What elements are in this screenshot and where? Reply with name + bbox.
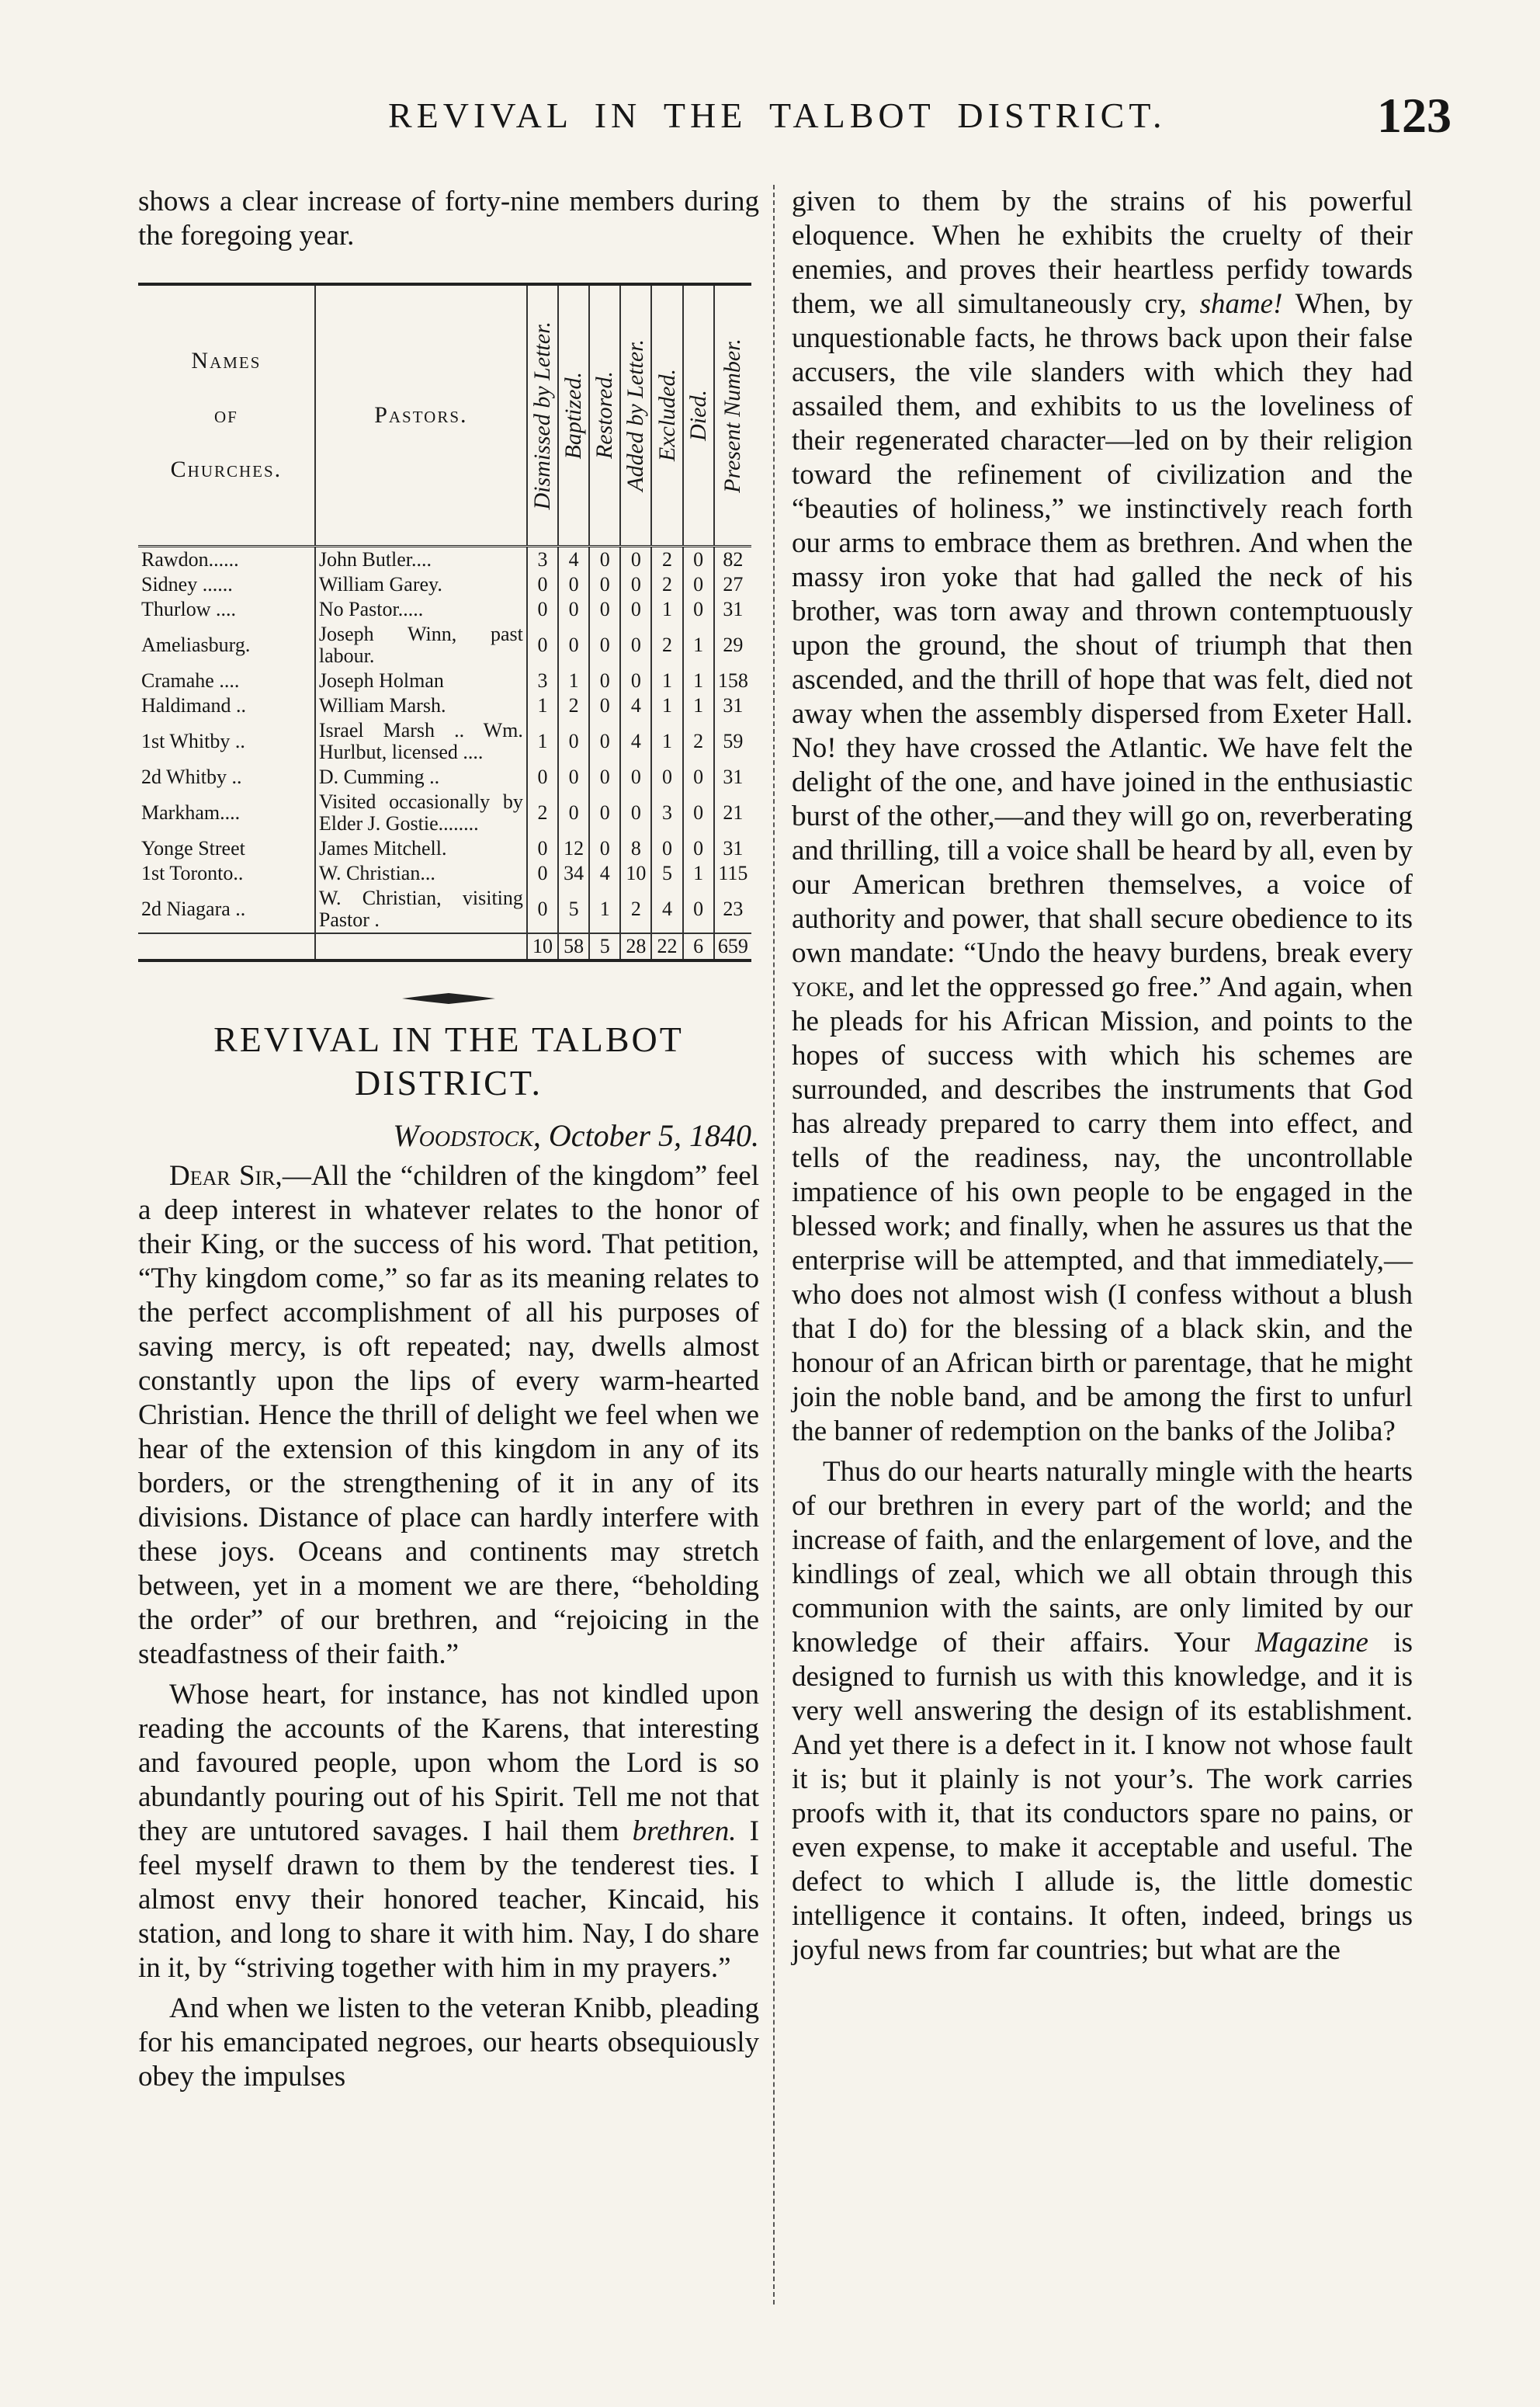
stat-cell: 0 <box>620 790 651 836</box>
church-name-cell: 1st Toronto.. <box>141 862 244 884</box>
right-paragraph-2-part-c: is designed to furnish us with this knowledge, and it is very well answering the design of its establishment. And yet there is a defect in it. I know not whose fault it is; but it plainly is not your’s. The work carries proofs with it, that its conductors spare no pains, or even expense, to make it acceptable and useful. The defect to which I allude is, the little domestic intelligence it contains. It often, indeed, brings us joyful news from far countries; but what are the <box>792 1627 1413 1966</box>
continued-paragraph <box>792 185 1413 1449</box>
stat-cell: 0 <box>651 836 682 861</box>
stat-cell: 0 <box>527 597 558 622</box>
header-churches-line-2: of <box>214 402 238 428</box>
header-dismissed-label: Dismissed by Letter. <box>529 321 555 510</box>
running-title: REVIVAL IN THE TALBOT DISTRICT. <box>388 96 1167 135</box>
right-paragraph-2-part-a: Thus do our hearts naturally mingle with the hearts of our brethren in every part of the world; and the increase of faith, and the enlargement of love, and the kindlings of zeal, which we all obtain through this communion with the saints, are only limited by our knowledge of their affairs. Your <box>792 1456 1413 1659</box>
pastor-name-cell: D. Cumming .. <box>315 765 527 790</box>
table-row <box>138 693 751 718</box>
stat-cell: 0 <box>589 622 620 669</box>
stat-cell: 2 <box>620 886 651 933</box>
salutation: Dear Sir, <box>169 1160 283 1192</box>
right-paragraph-2 <box>792 1455 1413 1968</box>
stat-cell: 1 <box>651 718 682 765</box>
stat-cell: 23 <box>714 886 751 933</box>
stat-cell: 2 <box>527 790 558 836</box>
header-present-label: Present Number. <box>720 338 746 493</box>
stat-cell: 0 <box>589 669 620 693</box>
table-row <box>138 765 751 790</box>
stat-cell: 1 <box>651 693 682 718</box>
continued-paragraph-part-c: When, by unquestionable facts, he throws back upon their false accusers, the vile slanders with which they had assailed them, and exhibits to us the loveliness of their regenerated character—led on by their religion toward the refinement of civilization and the “beauties of holiness,” we instinctively reach forth our arms to embrace them as brethren. And when the massy iron yoke that had galled the neck of his brother, was torn away and thrown contemptuously upon the ground, the shout of triumph that then ascended, and the thrill of hope that was felt, died not away when the assembly dispersed from Exeter Hall. No! they have crossed the Atlantic. We have felt the delight of the one, and have joined in the enthusiastic burst of the other,—and they will go on, reverberating and thrilling, till a voice shall be heard by all, even by our American brethren themselves, a voice of authority and power, that shall secure obedience to its own mandate: “Undo the heavy burdens, break every <box>792 288 1413 969</box>
dateline-date: October 5, 1840. <box>548 1118 759 1153</box>
total-cell: 58 <box>558 933 589 960</box>
pastor-name-cell: John Butler.... <box>315 547 527 573</box>
stat-cell: 0 <box>558 622 589 669</box>
stat-cell: 2 <box>683 718 714 765</box>
stat-cell: 0 <box>620 572 651 597</box>
table-row <box>138 886 751 933</box>
stat-cell: 0 <box>620 622 651 669</box>
stat-cell: 59 <box>714 718 751 765</box>
stat-cell: 0 <box>683 790 714 836</box>
stat-cell: 3 <box>527 547 558 573</box>
pastor-name-cell: James Mitchell. <box>315 836 527 861</box>
stat-cell: 1 <box>683 669 714 693</box>
letter-paragraph-2-emphasis: brethren. <box>632 1815 737 1847</box>
stat-cell: 0 <box>558 572 589 597</box>
stat-cell: 1 <box>527 718 558 765</box>
stat-cell: 1 <box>651 669 682 693</box>
church-name-cell: 2d Niagara .. <box>141 898 246 920</box>
stat-cell: 3 <box>651 790 682 836</box>
header-churches-line-1: Names <box>191 348 262 373</box>
stat-cell: 4 <box>558 547 589 573</box>
stat-cell: 5 <box>558 886 589 933</box>
left-column <box>138 185 759 2094</box>
stat-cell: 1 <box>589 886 620 933</box>
total-cell: 28 <box>620 933 651 960</box>
stat-cell: 0 <box>589 547 620 573</box>
letter-paragraph-3: And when we listen to the veteran Knibb, pleading for his emancipated negroes, our hearts obsequiously obey the impulses <box>138 1992 759 2093</box>
stat-cell: 1 <box>558 669 589 693</box>
intro-paragraph: shows a clear increase of forty-nine members during the foregoing year. <box>138 186 759 252</box>
stat-cell: 0 <box>683 597 714 622</box>
letter-paragraph-2-part-a: Whose heart, for instance, has not kindled upon reading the accounts of the Karens, that interesting and favoured people, upon whom the Lord is so abundantly pouring out of his Spirit. Tell me not that they are untutored savages. I hail them <box>138 1679 759 1847</box>
stat-cell: 21 <box>714 790 751 836</box>
table-row <box>138 572 751 597</box>
letter-paragraph-2 <box>138 1678 759 1985</box>
church-name-cell: Yonge Street <box>141 837 245 860</box>
stat-cell: 0 <box>620 669 651 693</box>
stat-cell: 29 <box>714 622 751 669</box>
church-statistics-table <box>138 283 751 962</box>
stat-cell: 1 <box>651 597 682 622</box>
header-baptized <box>558 284 589 547</box>
stat-cell: 34 <box>558 861 589 886</box>
stat-cell: 12 <box>558 836 589 861</box>
column-divider <box>773 185 775 2305</box>
continued-paragraph-emphasis-shame: shame! <box>1199 288 1283 320</box>
table-row <box>138 790 751 836</box>
stat-cell: 31 <box>714 597 751 622</box>
header-died <box>683 284 714 547</box>
header-excluded-label: Excluded. <box>654 369 680 462</box>
dateline <box>138 1119 759 1153</box>
stat-cell: 31 <box>714 693 751 718</box>
header-excluded <box>651 284 682 547</box>
header-died-label: Died. <box>685 390 711 441</box>
header-added-label: Added by Letter. <box>623 339 649 491</box>
table-body <box>138 547 751 961</box>
header-restored-label: Restored. <box>591 371 618 460</box>
right-paragraph-2-magazine: Magazine <box>1254 1627 1368 1659</box>
church-name-cell: 2d Whitby .. <box>141 766 242 788</box>
stat-cell: 0 <box>558 718 589 765</box>
total-cell: 6 <box>683 933 714 960</box>
stat-cell: 4 <box>651 886 682 933</box>
church-name-cell: Haldimand .. <box>141 694 247 717</box>
pastor-name-cell: Israel Marsh .. Wm. Hurlbut, licensed .... <box>315 718 527 765</box>
stat-cell: 115 <box>714 861 751 886</box>
stat-cell: 0 <box>620 765 651 790</box>
table-header-row <box>138 284 751 547</box>
table-row <box>138 861 751 886</box>
pastor-name-cell: Joseph Winn, past labour. <box>315 622 527 669</box>
stat-cell: 0 <box>589 597 620 622</box>
header-baptized-label: Baptized. <box>560 371 587 460</box>
stat-cell: 0 <box>589 693 620 718</box>
running-head <box>132 87 1452 149</box>
stat-cell: 8 <box>620 836 651 861</box>
total-cell: 22 <box>651 933 682 960</box>
stat-cell: 0 <box>589 572 620 597</box>
stat-cell: 0 <box>683 886 714 933</box>
header-pastors: Pastors. <box>315 284 527 547</box>
stat-cell: 5 <box>651 861 682 886</box>
stat-cell: 0 <box>527 622 558 669</box>
dateline-place: Woodstock, <box>393 1118 541 1153</box>
stat-cell: 0 <box>589 765 620 790</box>
stat-cell: 0 <box>558 597 589 622</box>
page-number: 123 <box>1377 88 1452 143</box>
letter-paragraph-1 <box>138 1159 759 1672</box>
table-totals-row <box>138 933 751 960</box>
stat-cell: 2 <box>651 547 682 573</box>
church-name-cell: Ameliasburg. <box>141 634 251 656</box>
stat-cell: 27 <box>714 572 751 597</box>
pastor-name-cell: W. Christian... <box>315 861 527 886</box>
header-churches <box>138 284 315 547</box>
stat-cell: 0 <box>620 547 651 573</box>
continued-paragraph-part-a: given to them by the strains of his powerful eloquence. When he exhibits the cruelty of their enemies, and proves their heartless perfidy towards them, we all simultaneously cry, <box>792 186 1413 320</box>
church-name-cell: Markham.... <box>141 801 241 824</box>
church-name-cell: Cramahe .... <box>141 669 240 692</box>
church-name-cell: Sidney ...... <box>141 573 233 596</box>
stat-cell: 2 <box>651 622 682 669</box>
continued-paragraph-part-e: , and let the oppressed go free.” And again, when he pleads for his African Mission, and points to the hopes of success with which his schemes are surrounded, and describes the instruments that God has already prepared to carry them into effect, and tells of the readiness, nay, the uncontrollable impatience of his own people to be engaged in the blessed work; and finally, when he assures us that the enterprise will be attempted, and that immediately,—who does not almost wish (I confess without a blush that I do) for the blessing of a black skin, and the honour of an African birth or parentage, that he might join the noble band, and be among the first to unfurl the banner of redemption on the banks of the Joliba? <box>792 971 1413 1447</box>
continued-paragraph-yoke: yoke <box>792 971 848 1003</box>
stat-cell: 0 <box>683 765 714 790</box>
stat-cell: 4 <box>589 861 620 886</box>
stat-cell: 0 <box>683 572 714 597</box>
pastor-name-cell: William Garey. <box>315 572 527 597</box>
stat-cell: 0 <box>527 765 558 790</box>
stat-cell: 1 <box>683 693 714 718</box>
stat-cell: 82 <box>714 547 751 573</box>
right-column <box>792 185 1413 1968</box>
stat-cell: 1 <box>527 693 558 718</box>
total-cell: 5 <box>589 933 620 960</box>
total-cell: 659 <box>714 933 751 960</box>
table-row <box>138 669 751 693</box>
stat-cell: 4 <box>620 693 651 718</box>
stat-cell: 3 <box>527 669 558 693</box>
pastor-name-cell: No Pastor..... <box>315 597 527 622</box>
stat-cell: 0 <box>558 790 589 836</box>
church-name-cell: Rawdon...... <box>141 548 239 571</box>
section-title-line-1: REVIVAL IN THE TALBOT <box>213 1019 684 1059</box>
letter-paragraph-1-text: —All the “children of the kingdom” feel a deep interest in whatever relates to the honor of their King, or the success of his word. That petition, “Thy kingdom come,” so far as its meaning relates to the perfect accomplishment of all his purposes of saving mercy, is oft repeated; nay, dwells almost constantly upon the lips of every warm-hearted Christian. Hence the thrill of delight we feel when we hear of the extension of this kingdom in any of its borders, or the strengthening of it in any of its divisions. Distance of place can hardly interfere with these joys. Oceans and continents may stretch between, yet in a moment we are there, “beholding the order” of our brethren, and “rejoicing in the steadfastness of their faith.” <box>138 1160 759 1670</box>
stat-cell: 0 <box>527 836 558 861</box>
stat-cell: 0 <box>589 790 620 836</box>
stat-cell: 0 <box>589 718 620 765</box>
stat-cell: 1 <box>683 861 714 886</box>
totals-blank-cell <box>138 933 315 960</box>
stat-cell: 158 <box>714 669 751 693</box>
letter-paragraph-2-part-c: I feel myself drawn to them by the tenderest ties. I almost envy their honored teacher, Kincaid, his station, and long to share it with him. Nay, I do share in it, by “striving together with him in my prayers.” <box>138 1815 759 1984</box>
ornament-rule-icon <box>402 992 495 1005</box>
stat-cell: 2 <box>651 572 682 597</box>
stat-cell: 1 <box>683 622 714 669</box>
stat-cell: 31 <box>714 765 751 790</box>
totals-blank-cell <box>315 933 527 960</box>
stat-cell: 31 <box>714 836 751 861</box>
pastor-name-cell: Visited occasionally by Elder J. Gostie........ <box>315 790 527 836</box>
stat-cell: 0 <box>558 765 589 790</box>
table-row <box>138 597 751 622</box>
stat-cell: 0 <box>527 886 558 933</box>
header-present <box>714 284 751 547</box>
header-dismissed <box>527 284 558 547</box>
section-ornament <box>138 979 759 1013</box>
stat-cell: 0 <box>683 547 714 573</box>
table-row <box>138 718 751 765</box>
table-row <box>138 547 751 573</box>
pastor-name-cell: W. Christian, visiting Pastor . <box>315 886 527 933</box>
church-name-cell: Thurlow .... <box>141 598 237 620</box>
table-row <box>138 622 751 669</box>
header-added <box>620 284 651 547</box>
stat-cell: 10 <box>620 861 651 886</box>
stat-cell: 0 <box>683 836 714 861</box>
stat-cell: 4 <box>620 718 651 765</box>
header-churches-line-3: Churches. <box>170 457 283 482</box>
section-title <box>138 1018 759 1105</box>
pastor-name-cell: Joseph Holman <box>315 669 527 693</box>
church-name-cell: 1st Whitby .. <box>141 730 245 752</box>
total-cell: 10 <box>527 933 558 960</box>
section-title-line-2: DISTRICT. <box>354 1063 543 1103</box>
stat-cell: 0 <box>527 572 558 597</box>
stat-cell: 2 <box>558 693 589 718</box>
table-row <box>138 836 751 861</box>
header-restored <box>589 284 620 547</box>
stat-cell: 0 <box>589 836 620 861</box>
stat-cell: 0 <box>620 597 651 622</box>
pastor-name-cell: William Marsh. <box>315 693 527 718</box>
stat-cell: 0 <box>651 765 682 790</box>
stat-cell: 0 <box>527 861 558 886</box>
